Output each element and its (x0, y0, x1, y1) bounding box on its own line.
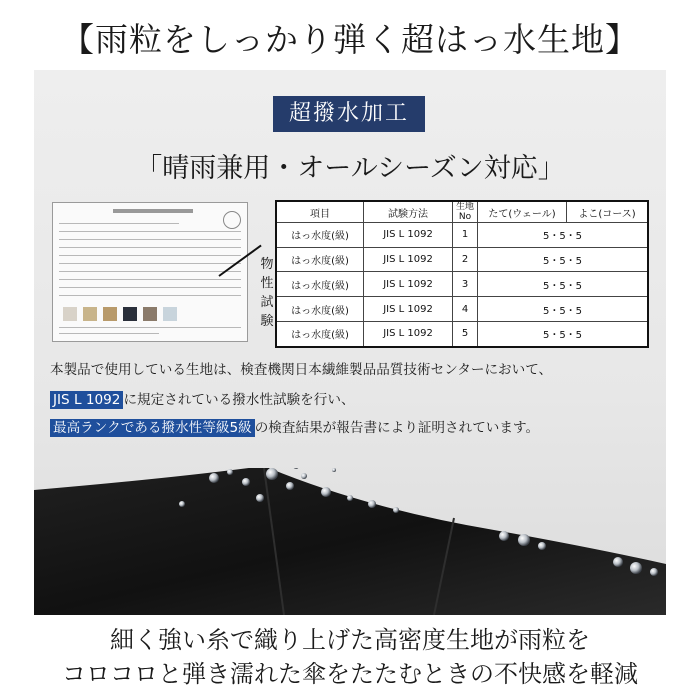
cell-item: はっ水度(級) (276, 297, 364, 322)
cell-result: 5・5・5 (478, 297, 649, 322)
report-line (59, 327, 241, 328)
cell-result: 5・5・5 (478, 223, 649, 248)
report-line (59, 239, 241, 240)
report-line (59, 333, 159, 334)
cell-result: 5・5・5 (478, 272, 649, 297)
statement-line-2-rest: に規定されている撥水性試験を行い、 (123, 392, 355, 408)
report-line (59, 279, 241, 280)
cell-method: JIS L 1092 (364, 272, 453, 297)
grade-highlight: 最高ランクである撥水性等級5級 (50, 419, 255, 437)
footer-line-1: 細く強い糸で織り上げた高密度生地が雨粒を (110, 626, 590, 654)
cell-method: JIS L 1092 (364, 247, 453, 272)
statement-line-2 (50, 388, 355, 408)
cell-method: JIS L 1092 (364, 223, 453, 248)
page-title: 【雨粒をしっかり弾く超はっ水生地】 (61, 20, 639, 59)
property-test-label: 物性試験 (260, 257, 274, 329)
cell-lot: 2 (453, 247, 478, 272)
canopy-fabric (34, 468, 666, 615)
report-line (59, 263, 241, 264)
cell-lot: 4 (453, 297, 478, 322)
statement-line-3 (50, 416, 539, 436)
statement-line-3-rest: の検査結果が報告書により証明されています。 (254, 420, 540, 436)
footer-line-2: コロコロと弾き濡れた傘をたたむときの不快感を軽減 (62, 660, 638, 688)
report-line (59, 223, 179, 224)
header-warp: たて(ウェール) (478, 201, 567, 223)
umbrella-canopy-image (34, 468, 666, 615)
table-row (276, 223, 648, 248)
table-row (276, 272, 648, 297)
cell-lot: 3 (453, 272, 478, 297)
cell-result: 5・5・5 (478, 247, 649, 272)
fabric-swatch (143, 307, 157, 321)
fabric-swatch (123, 307, 137, 321)
fabric-swatch (83, 307, 97, 321)
fabric-swatch (103, 307, 117, 321)
cell-item: はっ水度(級) (276, 247, 364, 272)
statement-line-1: 本製品で使用している生地は、検査機関日本繊維製品品質技術センターにおいて、 (50, 362, 553, 378)
header-weft: よこ(コース) (567, 201, 649, 223)
test-results-table (275, 200, 649, 348)
jis-highlight: JIS L 1092 (50, 391, 123, 409)
report-stamp-icon (223, 211, 241, 229)
table-row (276, 247, 648, 272)
cell-item: はっ水度(級) (276, 321, 364, 347)
cell-method: JIS L 1092 (364, 321, 453, 347)
report-line (59, 255, 241, 256)
fabric-swatch (63, 307, 77, 321)
header-method: 試験方法 (364, 201, 453, 223)
cell-result: 5・5・5 (478, 321, 649, 347)
cell-method: JIS L 1092 (364, 297, 453, 322)
feature-badge: 超撥水加工 (273, 96, 425, 132)
report-line (59, 295, 241, 296)
cell-item: はっ水度(級) (276, 272, 364, 297)
product-panel (34, 70, 666, 615)
fabric-swatch (163, 307, 177, 321)
report-line (59, 287, 241, 288)
season-subtitle: 「晴雨兼用・オールシーズン対応」 (135, 153, 565, 184)
cell-lot: 1 (453, 223, 478, 248)
cell-item: はっ水度(級) (276, 223, 364, 248)
report-line (59, 271, 241, 272)
header-lot: 生地No (453, 201, 478, 223)
test-report-thumbnail (52, 202, 248, 342)
report-line (59, 231, 241, 232)
table-row (276, 297, 648, 322)
header-item: 項目 (276, 201, 364, 223)
report-heading-mark (113, 209, 193, 213)
cell-lot: 5 (453, 321, 478, 347)
report-line (59, 247, 241, 248)
table-row (276, 321, 648, 347)
